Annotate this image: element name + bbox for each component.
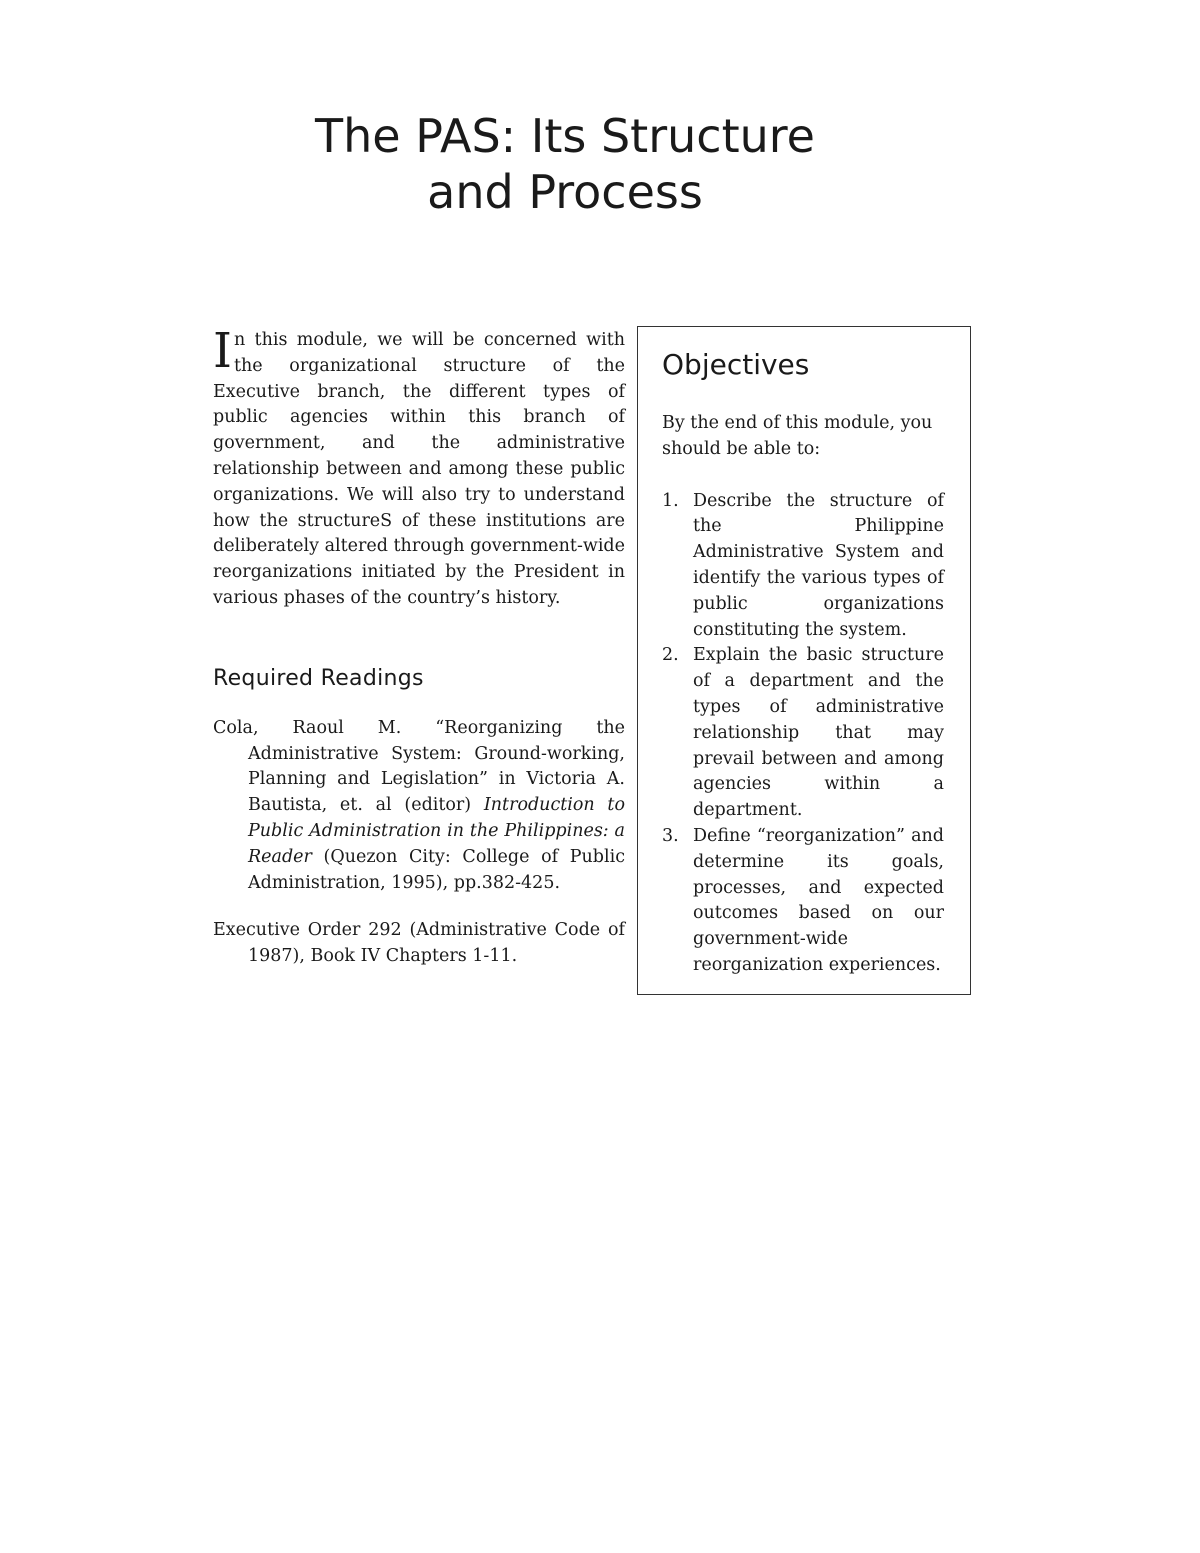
page-title bbox=[200, 108, 930, 220]
objective-item bbox=[662, 489, 944, 644]
left-column bbox=[213, 323, 625, 992]
page-title-line-2: and Process bbox=[427, 165, 703, 219]
required-readings-heading: Required Readings bbox=[213, 665, 424, 691]
objective-text: Explain the basic structure of a department and the types of administrative relationship that may prevail between and among agencies within a department. bbox=[693, 645, 944, 821]
reading-item bbox=[213, 918, 625, 970]
page-title-line-1: The PAS: Its Structure bbox=[315, 109, 815, 163]
reading-text: Executive Order 292 (Administrative Code of 1987), Book IV Chapters 1-11. bbox=[213, 920, 625, 967]
objective-number: 3. bbox=[662, 825, 679, 846]
objectives-intro: By the end of this module, you should be able to: bbox=[662, 413, 933, 459]
objective-text: Describe the structure of the Philippine Administrative System and identify the various types of public organizations constituting the system. bbox=[693, 490, 944, 640]
objective-number: 1. bbox=[662, 490, 679, 511]
objective-number: 2. bbox=[662, 645, 679, 666]
objectives-list bbox=[662, 489, 944, 979]
reading-text: Cola, Raoul M. “Reorganizing the Administrative System: Ground-working, Planning and Legislation” in Victoria A. Bautista, et. al (editor) bbox=[213, 717, 625, 816]
objective-text: Define “reorganization” and determine its goals, processes, and expected outcomes based on our government-wide reorganization experiences. bbox=[693, 825, 944, 975]
reading-item bbox=[213, 716, 625, 897]
intro-text: n this module, we will be concerned with the organizational structure of the Executive branch, the different types of public agencies within this branch of government, and the administrative relationship between and among these public organizations. We will also try to understand how the structureS of these institutions are deliberately altered through government-wide reorganizations initiated by the President in various phases of the country’s history. bbox=[213, 330, 625, 608]
objectives-heading: Objectives bbox=[662, 348, 810, 381]
objectives-box bbox=[637, 326, 971, 995]
intro-paragraph bbox=[213, 323, 625, 612]
drop-cap: I bbox=[213, 323, 232, 379]
reading-text: (Quezon City: College of Public Administration, 1995), pp.382-425. bbox=[248, 846, 625, 893]
objective-item bbox=[662, 643, 944, 824]
objective-item bbox=[662, 824, 944, 979]
reading-title: Introduction to Public Administration in the Philippines: a Reader bbox=[248, 795, 625, 867]
